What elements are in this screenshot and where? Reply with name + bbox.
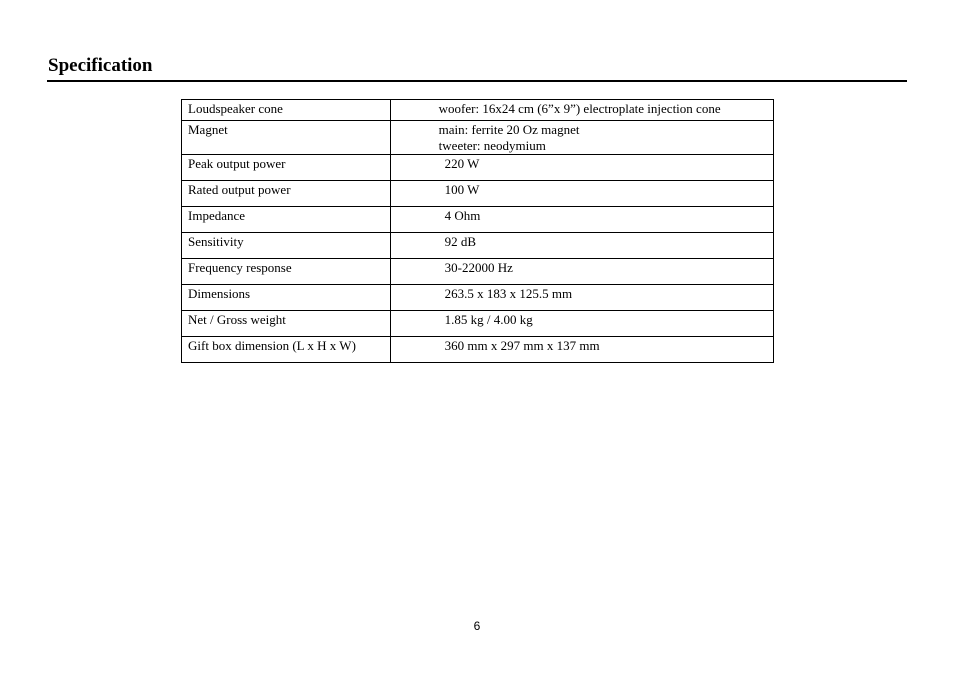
spec-value: 92 dB bbox=[444, 234, 477, 249]
table-row bbox=[182, 181, 774, 207]
spec-label: Magnet bbox=[182, 121, 391, 155]
spec-label: Frequency response bbox=[182, 259, 391, 285]
table-row bbox=[182, 337, 774, 363]
table-row bbox=[182, 311, 774, 337]
spec-value-cell bbox=[390, 155, 773, 181]
spec-label: Peak output power bbox=[182, 155, 391, 181]
spec-label: Net / Gross weight bbox=[182, 311, 391, 337]
table-row bbox=[182, 259, 774, 285]
table-row bbox=[182, 285, 774, 311]
spec-value: 360 mm x 297 mm x 137 mm bbox=[444, 338, 600, 353]
spec-value-cell bbox=[390, 311, 773, 337]
table-row bbox=[182, 207, 774, 233]
page-number: 6 bbox=[473, 619, 481, 633]
table-row bbox=[182, 100, 774, 121]
spec-value: 100 W bbox=[444, 182, 480, 197]
spec-label: Loudspeaker cone bbox=[182, 100, 391, 121]
spec-value-cell bbox=[390, 100, 773, 121]
table-row bbox=[182, 233, 774, 259]
spec-value: 30-22000 Hz bbox=[444, 260, 513, 275]
table-row bbox=[182, 155, 774, 181]
spec-value-cell bbox=[390, 207, 773, 233]
spec-value-cell bbox=[390, 285, 773, 311]
spec-label: Impedance bbox=[182, 207, 391, 233]
spec-value: 220 W bbox=[444, 156, 480, 171]
spec-label: Dimensions bbox=[182, 285, 391, 311]
spec-value: 4 Ohm bbox=[444, 208, 481, 223]
spec-value-cell bbox=[390, 233, 773, 259]
spec-label: Rated output power bbox=[182, 181, 391, 207]
spec-label: Gift box dimension (L x H x W) bbox=[182, 337, 391, 363]
spec-value-cell bbox=[390, 121, 773, 155]
spec-value-cell bbox=[390, 337, 773, 363]
specification-table bbox=[181, 99, 774, 363]
spec-value: woofer: 16x24 cm (6”x 9”) electroplate injection cone bbox=[438, 101, 721, 116]
spec-value: main: ferrite 20 Oz magnet bbox=[438, 122, 580, 137]
title-divider bbox=[47, 80, 907, 82]
page-title: Specification bbox=[48, 55, 153, 76]
table-row bbox=[182, 121, 774, 155]
spec-value-cell bbox=[390, 181, 773, 207]
spec-label: Sensitivity bbox=[182, 233, 391, 259]
spec-value-cell bbox=[390, 259, 773, 285]
spec-value: tweeter: neodymium bbox=[438, 138, 546, 153]
spec-value: 1.85 kg / 4.00 kg bbox=[444, 312, 533, 327]
spec-value: 263.5 x 183 x 125.5 mm bbox=[444, 286, 573, 301]
